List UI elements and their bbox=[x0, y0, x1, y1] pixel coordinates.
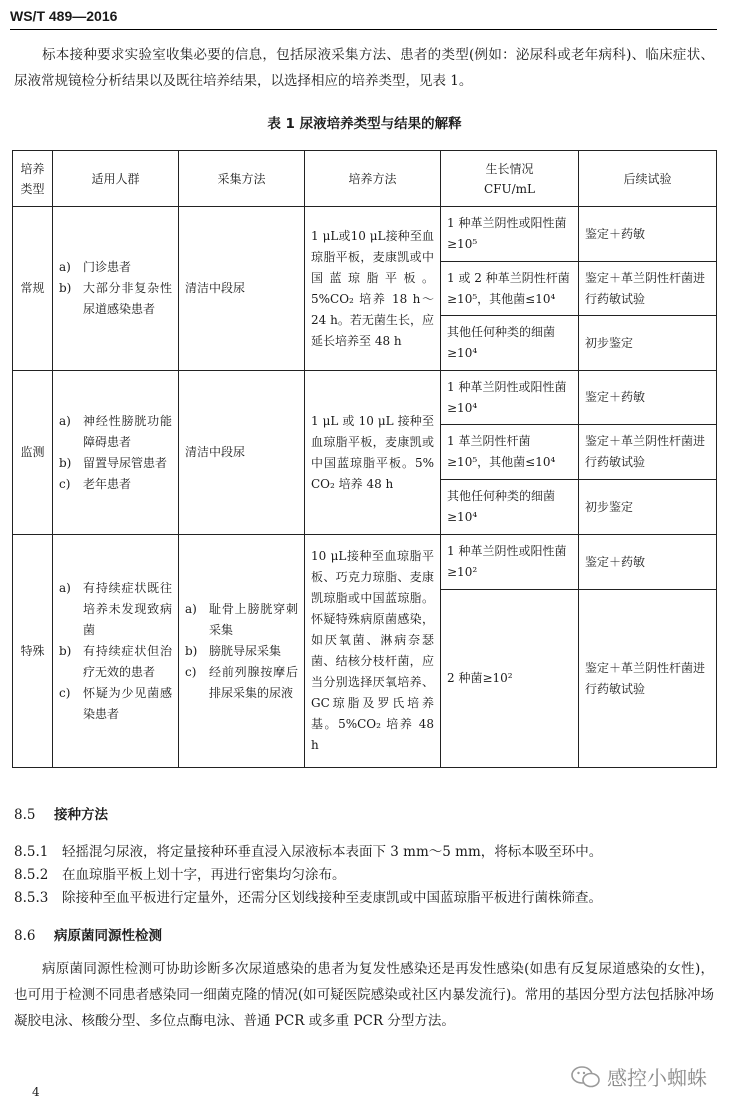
list-item: b) 有持续症状但治疗无效的患者 bbox=[59, 643, 172, 679]
list-item: b) 膀胱导尿采集 bbox=[185, 643, 282, 658]
list-item: c) 怀疑为少见菌感染患者 bbox=[59, 685, 172, 721]
header-population: 适用人群 bbox=[53, 151, 179, 207]
followup-cell: 鉴定＋革兰阴性杆菌进行药敏试验 bbox=[579, 262, 717, 316]
section-8-5-3: 8.5.3 除接种至血平板进行定量外，还需分区划线接种至麦康凯或中国蓝琼脂平板进行菌株筛查。 bbox=[14, 890, 602, 906]
method-cell: 10 μL接种至血琼脂平板、巧克力琼脂、麦康凯琼脂或中国蓝琼脂。怀疑特殊病原菌感染，如厌氧菌、淋病奈瑟菌、结核分枝杆菌，应当分别选择厌氧培养、GC琼脂及罗氏培养基。5%CO₂ 培养 48 h bbox=[305, 535, 441, 768]
chat-bubbles-icon bbox=[571, 1065, 601, 1089]
growth-cell: 其他任何种类的细菌≥10⁴ bbox=[441, 480, 579, 535]
growth-cell: 1 种革兰阴性或阳性菌≥10⁵ bbox=[441, 207, 579, 262]
header-growth bbox=[441, 151, 579, 207]
table-row bbox=[13, 207, 717, 262]
list-item: a) 耻骨上膀胱穿刺采集 bbox=[185, 601, 298, 637]
page-number: 4 bbox=[32, 1085, 40, 1099]
watermark-text: 感控小蜘蛛 bbox=[607, 1066, 707, 1090]
table-row bbox=[13, 535, 717, 590]
header-type: 培养类型 bbox=[13, 151, 53, 207]
method-cell: 1 μL 或 10 μL 接种至血琼脂平板，麦康凯或中国蓝琼脂平板。5% CO₂ 培养 48 h bbox=[305, 371, 441, 535]
method-cell: 1 μL或10 μL接种至血琼脂平板，麦康凯或中国蓝琼脂平板。5%CO₂ 培养 18 h～24 h。若无菌生长，应延长培养至 48 h bbox=[305, 207, 441, 371]
header-rule bbox=[10, 29, 717, 30]
followup-cell: 鉴定＋革兰阴性杆菌进行药敏试验 bbox=[579, 590, 717, 768]
list-item: a) 门诊患者 bbox=[59, 260, 132, 274]
header-growth-label: 生长情况 bbox=[485, 161, 534, 176]
list-item: c) 老年患者 bbox=[59, 476, 132, 491]
growth-cell: 其他任何种类的细菌≥10⁴ bbox=[441, 316, 579, 371]
standard-code: WS/T 489—2016 bbox=[10, 8, 118, 24]
followup-cell: 鉴定＋药敏 bbox=[579, 371, 717, 425]
population-cell bbox=[53, 207, 179, 371]
table-row bbox=[13, 371, 717, 425]
table-title: 表 1 尿液培养类型与结果的解释 bbox=[267, 116, 462, 132]
followup-cell: 鉴定＋革兰阴性杆菌进行药敏试验 bbox=[579, 425, 717, 480]
growth-cell: 1 种革兰阴性或阳性菌≥10² bbox=[441, 535, 579, 590]
followup-cell: 鉴定＋药敏 bbox=[579, 535, 717, 590]
list-item: c) 经前列腺按摩后排尿采集的尿液 bbox=[185, 664, 298, 700]
population-cell bbox=[53, 535, 179, 768]
section-8-5-1: 8.5.1 轻摇混匀尿液，将定量接种环垂直浸入尿液标本表面下 3 mm～5 mm，将标本吸至环中。 bbox=[14, 844, 603, 860]
list-item: a) 有持续症状既往培养未发现致病菌 bbox=[59, 580, 172, 637]
followup-cell: 鉴定＋药敏 bbox=[579, 207, 717, 262]
watermark bbox=[571, 1062, 707, 1091]
header-followup: 后续试验 bbox=[579, 151, 717, 207]
section-8-6-heading: 8.6 病原菌同源性检测 bbox=[14, 928, 162, 944]
followup-cell: 初步鉴定 bbox=[579, 480, 717, 535]
header-growth-unit: CFU/mL bbox=[483, 181, 535, 196]
culture-table bbox=[12, 150, 717, 768]
culture-type: 监测 bbox=[13, 371, 53, 535]
growth-cell: 1 种革兰阴性或阳性菌≥10⁴ bbox=[441, 371, 579, 425]
list-item: a) 神经性膀胱功能障碍患者 bbox=[59, 413, 172, 449]
growth-cell: 2 种菌≥10² bbox=[441, 590, 579, 768]
list-item: b) 大部分非复杂性尿道感染患者 bbox=[59, 281, 172, 316]
section-8-5-heading: 8.5 接种方法 bbox=[14, 807, 108, 823]
collection-cell bbox=[179, 535, 305, 768]
intro-paragraph: 标本接种要求实验室收集必要的信息，包括尿液采集方法、患者的类型(例如：泌尿科或老年病科)、临床症状、尿液常规镜检分析结果以及既往培养结果，以选择相应的培养类型，见表 1。 bbox=[14, 47, 714, 89]
population-cell bbox=[53, 371, 179, 535]
list-item: b) 留置导尿管患者 bbox=[59, 455, 168, 470]
collection-cell: 清洁中段尿 bbox=[179, 207, 305, 371]
header-collection: 采集方法 bbox=[179, 151, 305, 207]
followup-cell: 初步鉴定 bbox=[579, 316, 717, 371]
collection-cell: 清洁中段尿 bbox=[179, 371, 305, 535]
section-8-5-2: 8.5.2 在血琼脂平板上划十字，再进行密集均匀涂布。 bbox=[14, 867, 346, 883]
growth-cell: 1 革兰阴性杆菌≥10⁵，其他菌≤10⁴ bbox=[441, 425, 579, 480]
header-method: 培养方法 bbox=[305, 151, 441, 207]
culture-type: 特殊 bbox=[13, 535, 53, 768]
growth-cell: 1 或 2 种革兰阴性杆菌≥10⁵，其他菌≤10⁴ bbox=[441, 262, 579, 316]
culture-type: 常规 bbox=[13, 207, 53, 371]
section-8-6-paragraph: 病原菌同源性检测可协助诊断多次尿道感染的患者为复发性感染还是再发性感染(如患有反复尿道感染的女性)，也可用于检测不同患者感染同一细菌克隆的情况(如可疑医院感染或社区内暴发流行)。常用的基因分型方法包括脉冲场凝胶电泳、核酸分型、多位点酶电泳、普通 PCR 或多重 PCR 分型方法。 bbox=[14, 961, 714, 1029]
